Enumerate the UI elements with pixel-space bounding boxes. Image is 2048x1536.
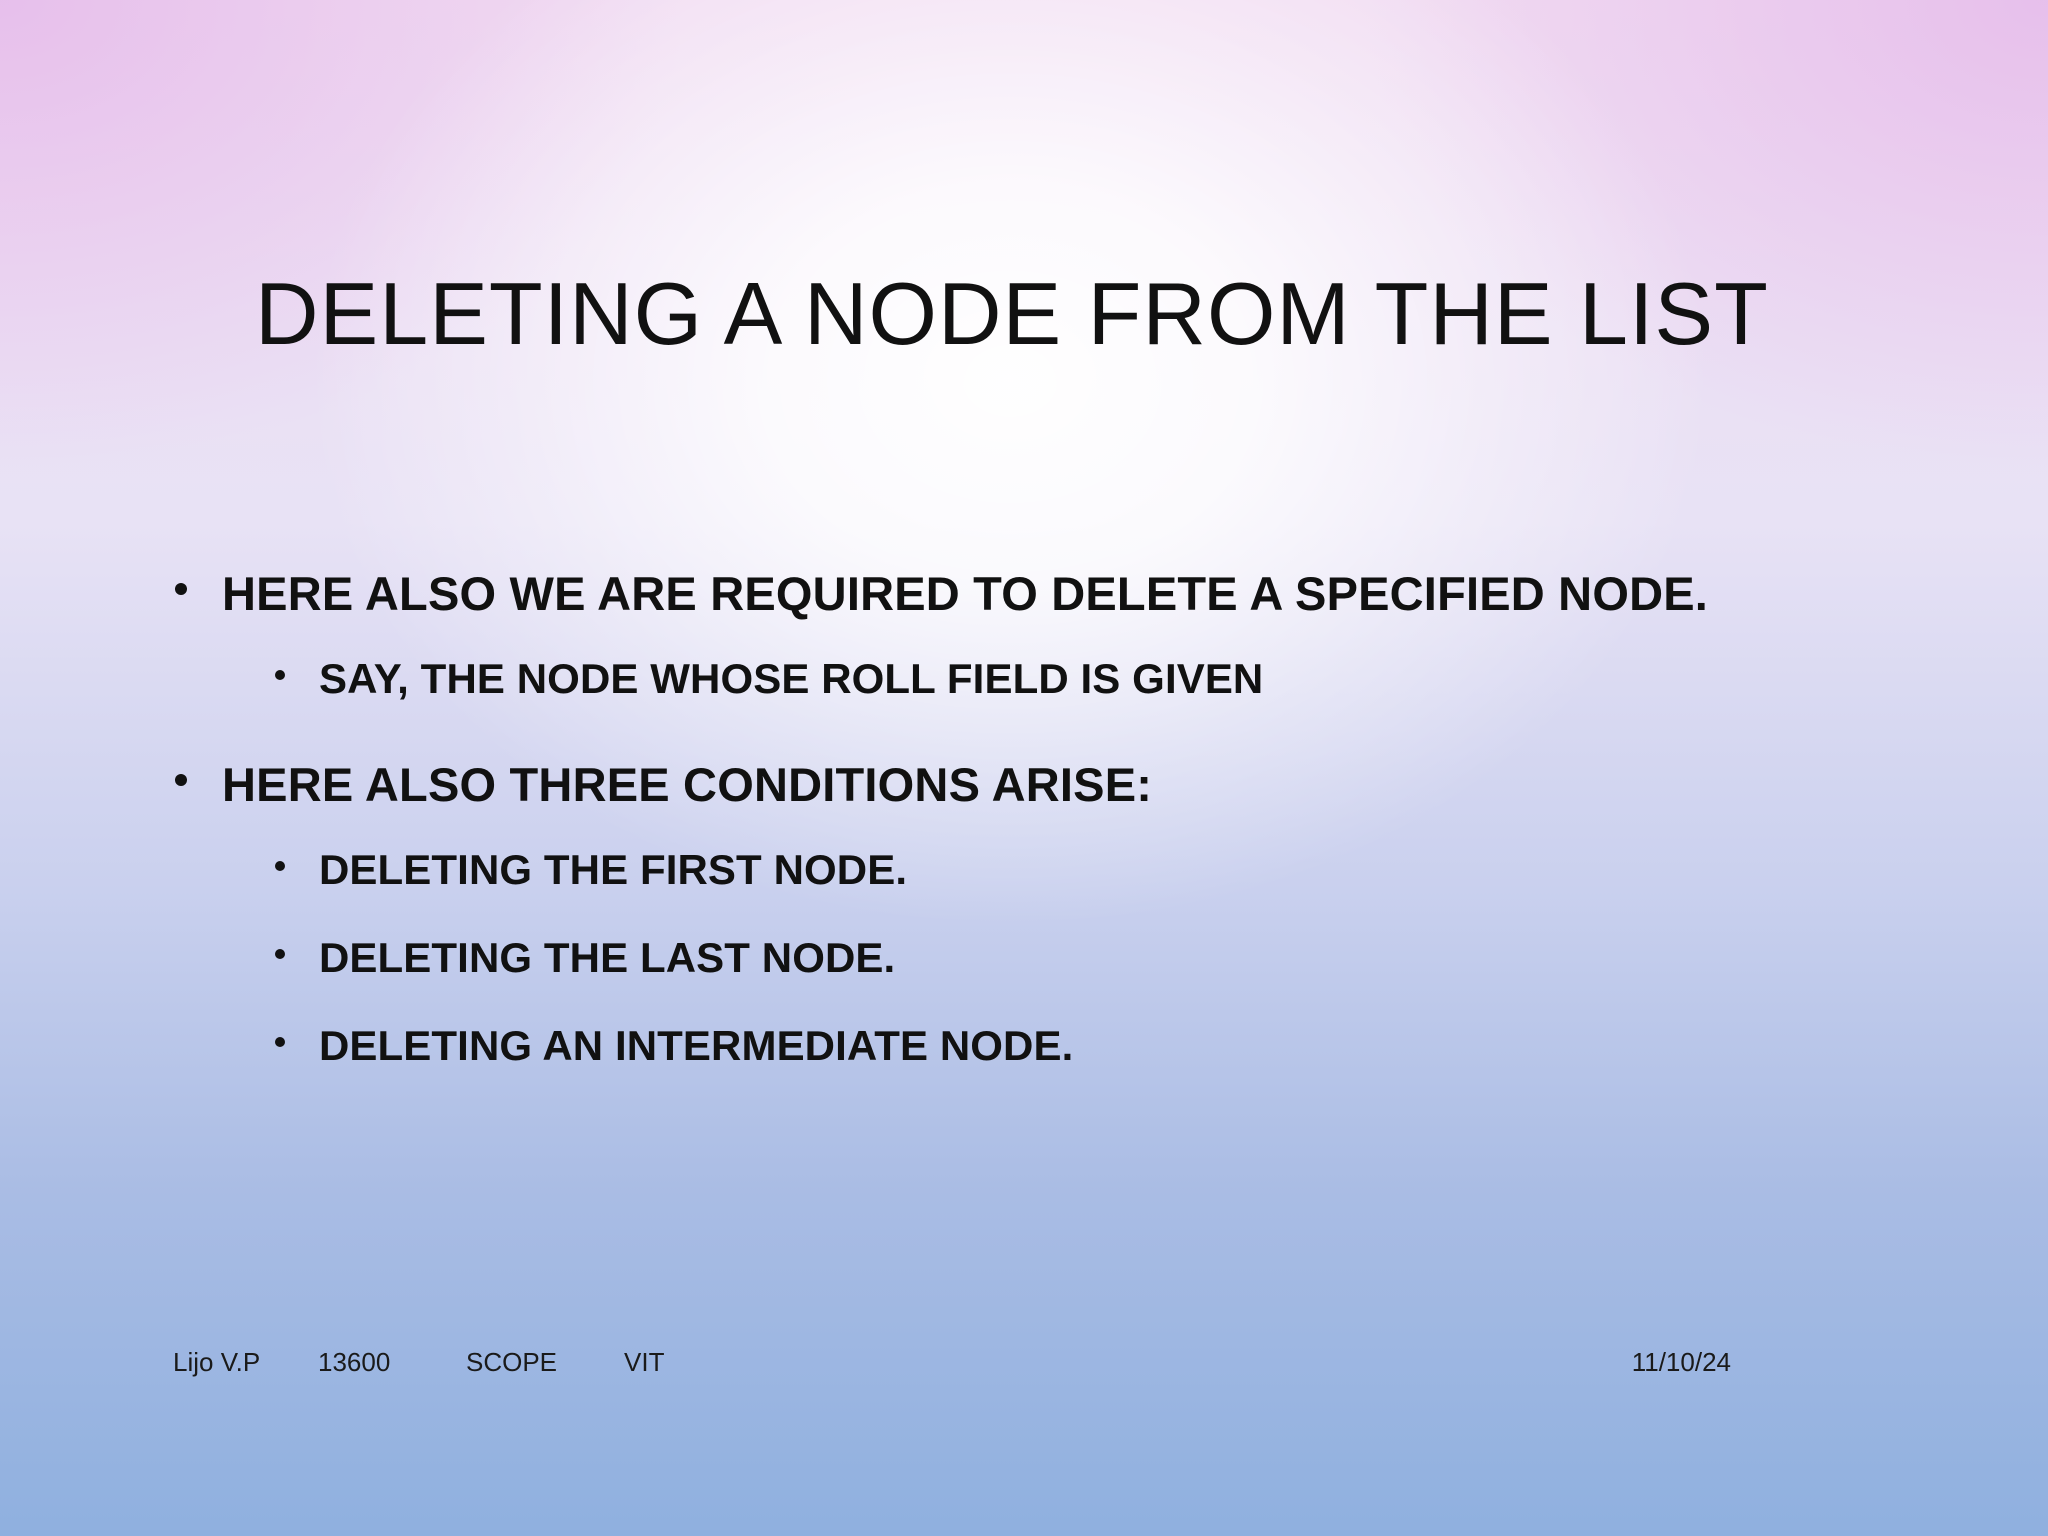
bullet-item-level-1 [175, 751, 1795, 817]
bullet-icon [275, 670, 285, 680]
footer-school: SCOPE [466, 1347, 558, 1377]
footer-date: 11/10/24 [1631, 1347, 1731, 1377]
bullet-item-level-1 [175, 560, 1795, 626]
bullet-icon [175, 774, 187, 786]
bullet-list [175, 560, 1795, 1075]
bullet-text: SAY, THE NODE WHOSE ROLL FIELD IS GIVEN [319, 655, 1264, 702]
bullet-icon [275, 1037, 285, 1047]
footer-id: 13600 [318, 1347, 391, 1377]
bullet-text: HERE ALSO WE ARE REQUIRED TO DELETE A SPECIFIED NODE. [222, 566, 1709, 620]
bullet-icon [175, 583, 187, 595]
bullet-text: HERE ALSO THREE CONDITIONS ARISE: [222, 757, 1153, 811]
bullet-text: DELETING THE FIRST NODE. [319, 846, 908, 893]
bullet-item-level-2 [275, 841, 1795, 899]
bullet-item-level-2 [275, 1017, 1795, 1075]
slide-footer [173, 1348, 684, 1376]
bullet-icon [275, 861, 285, 871]
footer-author: Lijo V.P [173, 1347, 261, 1377]
slide-title: DELETING A NODE FROM THE LIST [255, 264, 1769, 363]
bullet-text: DELETING AN INTERMEDIATE NODE. [319, 1022, 1074, 1069]
bullet-item-level-2 [275, 929, 1795, 987]
bullet-icon [275, 949, 285, 959]
bullet-item-level-2 [275, 650, 1795, 708]
bullet-text: DELETING THE LAST NODE. [319, 934, 896, 981]
footer-organization: VIT [624, 1347, 665, 1377]
